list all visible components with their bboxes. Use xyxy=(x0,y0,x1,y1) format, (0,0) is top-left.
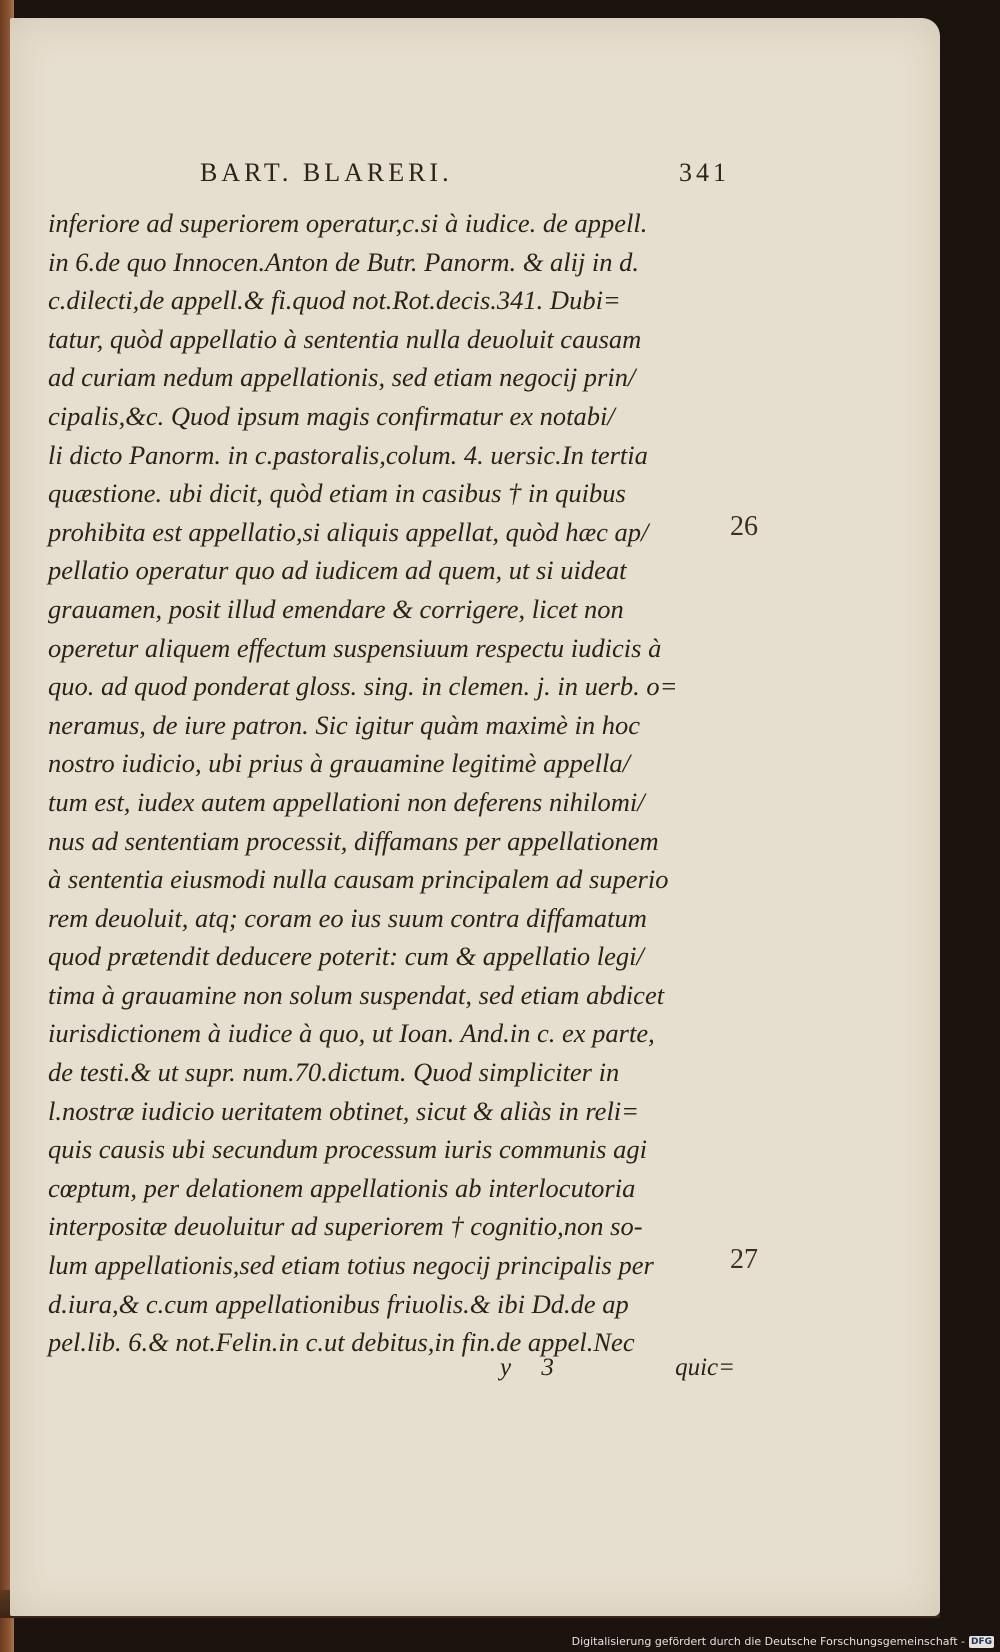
margin-note-number: 26 xyxy=(730,510,758,542)
text-line: in 6.de quo Innocen.Anton de Butr. Panorm. & alij in d. xyxy=(48,246,640,277)
folio-number: 341 xyxy=(679,158,730,187)
text-line: interpositæ deuoluitur ad superiorem † cognitio,non so- xyxy=(48,1211,643,1242)
text-line: tatur, quòd appellatio à sententia nulla deuoluit causam xyxy=(48,323,642,354)
signature-mark: y 3 xyxy=(500,1354,566,1381)
text-line: quo. ad quod ponderat gloss. sing. in clemen. j. in uerb. o= xyxy=(48,671,678,702)
text-line: d.iura,& c.cum appellationibus friuolis.& ibi Dd.de ap xyxy=(48,1288,629,1319)
text-line: quis causis ubi secundum processum iuris communis agi xyxy=(48,1134,647,1165)
catchword: quic= xyxy=(675,1354,735,1381)
credit-text: Digitalisierung gefördert durch die Deutsche Forschungsgemeinschaft - xyxy=(571,1635,965,1648)
text-line: tima à grauamine non solum suspendat, sed etiam abdicet xyxy=(48,979,665,1010)
text-line: li dicto Panorm. in c.pastoralis,colum. 4. uersic.In tertia xyxy=(48,439,648,470)
text-line: l.nostræ iudicio ueritatem obtinet, sicut & aliàs in reli= xyxy=(48,1095,640,1126)
text-line: de testi.& ut supr. num.70.dictum. Quod simpliciter in xyxy=(48,1057,620,1088)
dfg-logo: DFG xyxy=(970,1636,992,1647)
text-line: quod prætendit deducere poterit: cum & appellatio legi/ xyxy=(48,941,644,972)
digitization-credit xyxy=(572,1635,994,1648)
margin-note-number: 27 xyxy=(730,1244,758,1276)
text-line: nostro iudicio, ubi prius à grauamine legitimè appella/ xyxy=(48,748,630,779)
text-line: à sententia eiusmodi nulla causam principalem ad superio xyxy=(48,864,669,895)
text-line: rem deuoluit, atq; coram eo ius suum contra diffamatum xyxy=(48,902,647,933)
text-line: pel.lib. 6.& not.Felin.in c.ut debitus,in fin.de appel.Nec xyxy=(48,1327,635,1358)
text-line: prohibita est appellatio,si aliquis appellat, quòd hæc ap/ xyxy=(48,516,649,547)
text-line: inferiore ad superiorem operatur,c.si à iudice. de appell. xyxy=(48,208,648,238)
text-line: tum est, iudex autem appellationi non deferens nihilomi/ xyxy=(48,786,645,817)
text-line: iurisdictionem à iudice à quo, ut Ioan. And.in c. ex parte, xyxy=(48,1018,655,1049)
page-footer xyxy=(500,1354,735,1394)
text-line: nus ad sententiam processit, diffamans per appellationem xyxy=(48,825,659,856)
text-line: grauamen, posit illud emendare & corrigere, licet non xyxy=(48,593,624,624)
text-line: cipalis,&c. Quod ipsum magis confirmatur ex notabi/ xyxy=(48,400,615,431)
text-line: pellatio operatur quo ad iudicem ad quem, ut si uideat xyxy=(48,555,627,586)
text-line: c.dilecti,de appell.& fi.quod not.Rot.decis.341. Dubi= xyxy=(48,285,621,316)
text-line: lum appellationis,sed etiam totius negocij principalis per xyxy=(48,1250,654,1281)
page-header xyxy=(200,158,730,198)
text-line: ad curiam nedum appellationis, sed etiam negocij prin/ xyxy=(48,362,636,393)
text-line: cœptum, per delationem appellationis ab interlocutoria xyxy=(48,1172,636,1203)
body-text xyxy=(48,204,738,1362)
running-title: BART. BLARERI. xyxy=(200,158,453,187)
text-line: operetur aliquem effectum suspensiuum respectu iudicis à xyxy=(48,632,662,663)
text-line: neramus, de iure patron. Sic igitur quàm maximè in hoc xyxy=(48,709,641,740)
text-line: quæstione. ubi dicit, quòd etiam in casibus † in quibus xyxy=(48,478,626,509)
book-page xyxy=(10,18,940,1616)
